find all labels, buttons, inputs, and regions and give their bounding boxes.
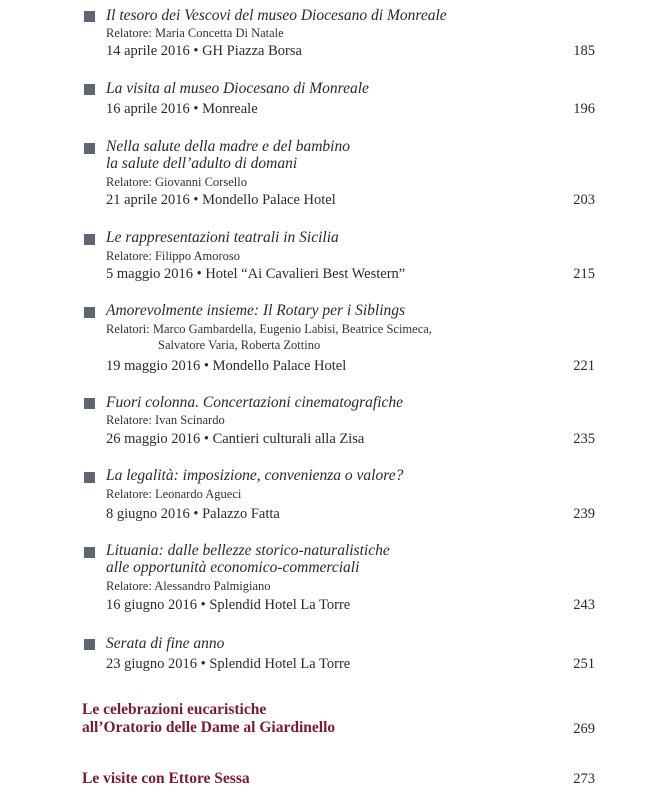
entry-page-number: 196	[573, 101, 595, 117]
section-title: Le visite con Ettore Sessa	[82, 770, 250, 787]
entry-date-venue: 16 aprile 2016 • Monreale	[106, 101, 258, 117]
entry-page-number: 243	[573, 597, 595, 613]
entry-page-number: 251	[573, 656, 595, 672]
entry-speaker: Relatore: Alessandro Palmigiano	[106, 579, 271, 593]
entry-date-venue: 5 maggio 2016 • Hotel “Ai Cavalieri Best Western”	[106, 266, 406, 282]
entry-date-venue: 16 giugno 2016 • Splendid Hotel La Torre	[106, 597, 351, 613]
square-bullet-icon	[84, 472, 95, 483]
section-page-number: 273	[573, 771, 595, 787]
square-bullet-icon	[84, 639, 95, 650]
square-bullet-icon	[84, 234, 95, 245]
entry-title: Le rappresentazioni teatrali in Sicilia	[106, 229, 339, 246]
entry-title-line-2: alle opportunità economico-commerciali	[106, 559, 360, 576]
square-bullet-icon	[84, 143, 95, 154]
entry-date-venue: 8 giugno 2016 • Palazzo Fatta	[106, 506, 280, 522]
square-bullet-icon	[84, 307, 95, 318]
square-bullet-icon	[84, 84, 95, 95]
section-title-line-2: all’Oratorio delle Dame al Giardinello	[82, 719, 336, 736]
entry-speaker: Relatore: Filippo Amoroso	[106, 249, 241, 263]
entry-title: Amorevolmente insieme: Il Rotary per i Siblings	[106, 302, 406, 319]
entry-date-venue: 19 maggio 2016 • Mondello Palace Hotel	[106, 358, 347, 374]
entry-speaker: Relatori: Marco Gambardella, Eugenio Labisi, Beatrice Scimeca,	[106, 322, 432, 336]
section-title: Le celebrazioni eucaristiche	[82, 701, 267, 718]
entry-speaker: Relatore: Leonardo Agueci	[106, 487, 242, 501]
entry-title: Fuori colonna. Concertazioni cinematografiche	[106, 394, 404, 411]
entry-date-venue: 14 aprile 2016 • GH Piazza Borsa	[106, 43, 302, 59]
entry-title: Nella salute della madre e del bambino	[106, 138, 350, 155]
entry-speaker: Relatore: Maria Concetta Di Natale	[106, 26, 284, 40]
square-bullet-icon	[84, 547, 95, 558]
entry-speaker: Relatore: Ivan Scinardo	[106, 413, 225, 427]
square-bullet-icon	[84, 398, 95, 409]
entry-page-number: 221	[573, 358, 595, 374]
entry-page-number: 215	[573, 266, 595, 282]
entry-speaker-line-2: Salvatore Varia, Roberta Zottino	[158, 338, 321, 352]
entry-speaker: Relatore: Giovanni Corsello	[106, 175, 247, 189]
entry-title: Lituania: dalle bellezze storico-naturalistiche	[106, 542, 390, 559]
entry-date-venue: 23 giugno 2016 • Splendid Hotel La Torre	[106, 656, 351, 672]
section-page-number: 269	[573, 721, 595, 737]
entry-date-venue: 26 maggio 2016 • Cantieri culturali alla Zisa	[106, 431, 365, 447]
square-bullet-icon	[84, 11, 95, 22]
entry-title: Serata di fine anno	[106, 635, 225, 652]
entry-title: La legalità: imposizione, convenienza o valore?	[106, 467, 404, 484]
entry-title: La visita al museo Diocesano di Monreale	[106, 80, 369, 97]
entry-page-number: 203	[573, 192, 595, 208]
entry-title-line-2: la salute dell’adulto di domani	[106, 155, 298, 172]
entry-title: Il tesoro dei Vescovi del museo Diocesano di Monreale	[106, 7, 447, 24]
entry-page-number: 185	[573, 43, 595, 59]
entry-page-number: 235	[573, 431, 595, 447]
entry-page-number: 239	[573, 506, 595, 522]
entry-date-venue: 21 aprile 2016 • Mondello Palace Hotel	[106, 192, 336, 208]
